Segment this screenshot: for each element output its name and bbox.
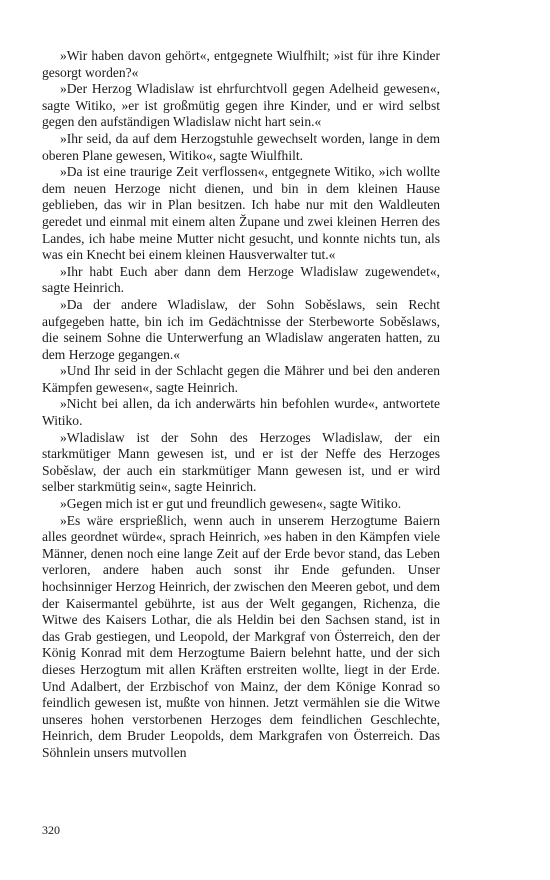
page-body (42, 48, 440, 762)
paragraph: »Gegen mich ist er gut und freundlich gewesen«, sagte Witiko. (60, 496, 402, 512)
paragraph: »Es wäre ersprießlich, wenn auch in unserem Herzogtume Baiern alles geordnet würde«, sprach Heinrich, »es haben in den Kämpfen viele Männer, denen noch eine lange Zeit auf der Erde bevor stand, das Leben verloren, andere haben auch sonst ihr Ende gefunden. Unser hochsinniger Herzog Heinrich, der zwischen den Meeren gebot, und dem der Kaisermantel gebührte, ist aus der Welt gegangen, Richenza, die Witwe des Kaisers Lothar, die als Heldin bei den Sachsen stand, ist in das Grab gestiegen, und Leopold, der Markgraf von Österreich, den der König Konrad mit dem Herzogtume Baiern belehnt hatte, und der sich dieses Herzogtum mit allen Kräften erstreiten wollte, liegt in der Erde. Und Adalbert, der Erzbischof von Mainz, der dem Könige Konrad so feindlich gewesen ist, mußte von hinnen. Jetzt vermählen sie die Witwe unseres hohen verstorbenen Herzoges dem feindlichen Geschlechte, Heinrich, dem Bruder Leopolds, dem Markgrafen von Österreich. Das Söhnlein unsers mutvollen (42, 512, 440, 760)
paragraph: »Da ist eine traurige Zeit verflossen«, entgegnete Witiko, »ich wollte dem neuen Herzoge nicht dienen, und bin in dem kleinen Hause geblieben, das wir in Plan besitzen. Ich habe nur mit den Waldleuten geredet und einmal mit einem alten Župane und zwei kleinen Herren des Landes, ich habe meine Mutter nicht gesucht, und konnte nichts tun, als was ein Knecht bei einem kleinen Hausverwalter tut.« (42, 164, 440, 263)
paragraph: »Wladislaw ist der Sohn des Herzoges Wladislaw, der ein starkmütiger Mann gewesen ist, und er ist der Neffe des Herzoges Soběslaw, der auch ein starkmütiger Mann gewesen ist, und er wird selber starkmütig sein«, sagte Heinrich. (42, 429, 440, 495)
paragraph: »Da der andere Wladislaw, der Sohn Soběslaws, sein Recht aufgegeben hatte, bin ich im Gedächtnisse der Sterbeworte Soběslaws, die seinem Sohne die Unterwerfung an Wladislaw angeraten hatten, zu dem Herzoge gegangen.« (42, 296, 440, 362)
paragraph: »Der Herzog Wladislaw ist ehrfurchtvoll gegen Adelheid gewesen«, sagte Witiko, »er ist großmütig gegen ihre Kinder, und er wird selbst gegen den aufständigen Wladislaw nicht hart sein.« (42, 81, 440, 130)
paragraph: »Nicht bei allen, da ich anderwärts hin befohlen wurde«, antwortete Witiko. (42, 396, 440, 429)
paragraph: »Und Ihr seid in der Schlacht gegen die Mährer und bei den anderen Kämpfen gewesen«, sagte Heinrich. (42, 363, 440, 395)
paragraph: »Ihr habt Euch aber dann dem Herzoge Wladislaw zugewendet«, sagte Heinrich. (42, 263, 440, 296)
page-number: 320 (42, 823, 60, 837)
paragraph: »Ihr seid, da auf dem Herzogstuhle gewechselt worden, lange in dem oberen Plane gewesen, Witiko«, sagte Wiulfhilt. (42, 130, 440, 163)
paragraph: »Wir haben davon gehört«, entgegnete Wiulfhilt; »ist für ihre Kinder gesorgt worden?« (42, 48, 440, 80)
